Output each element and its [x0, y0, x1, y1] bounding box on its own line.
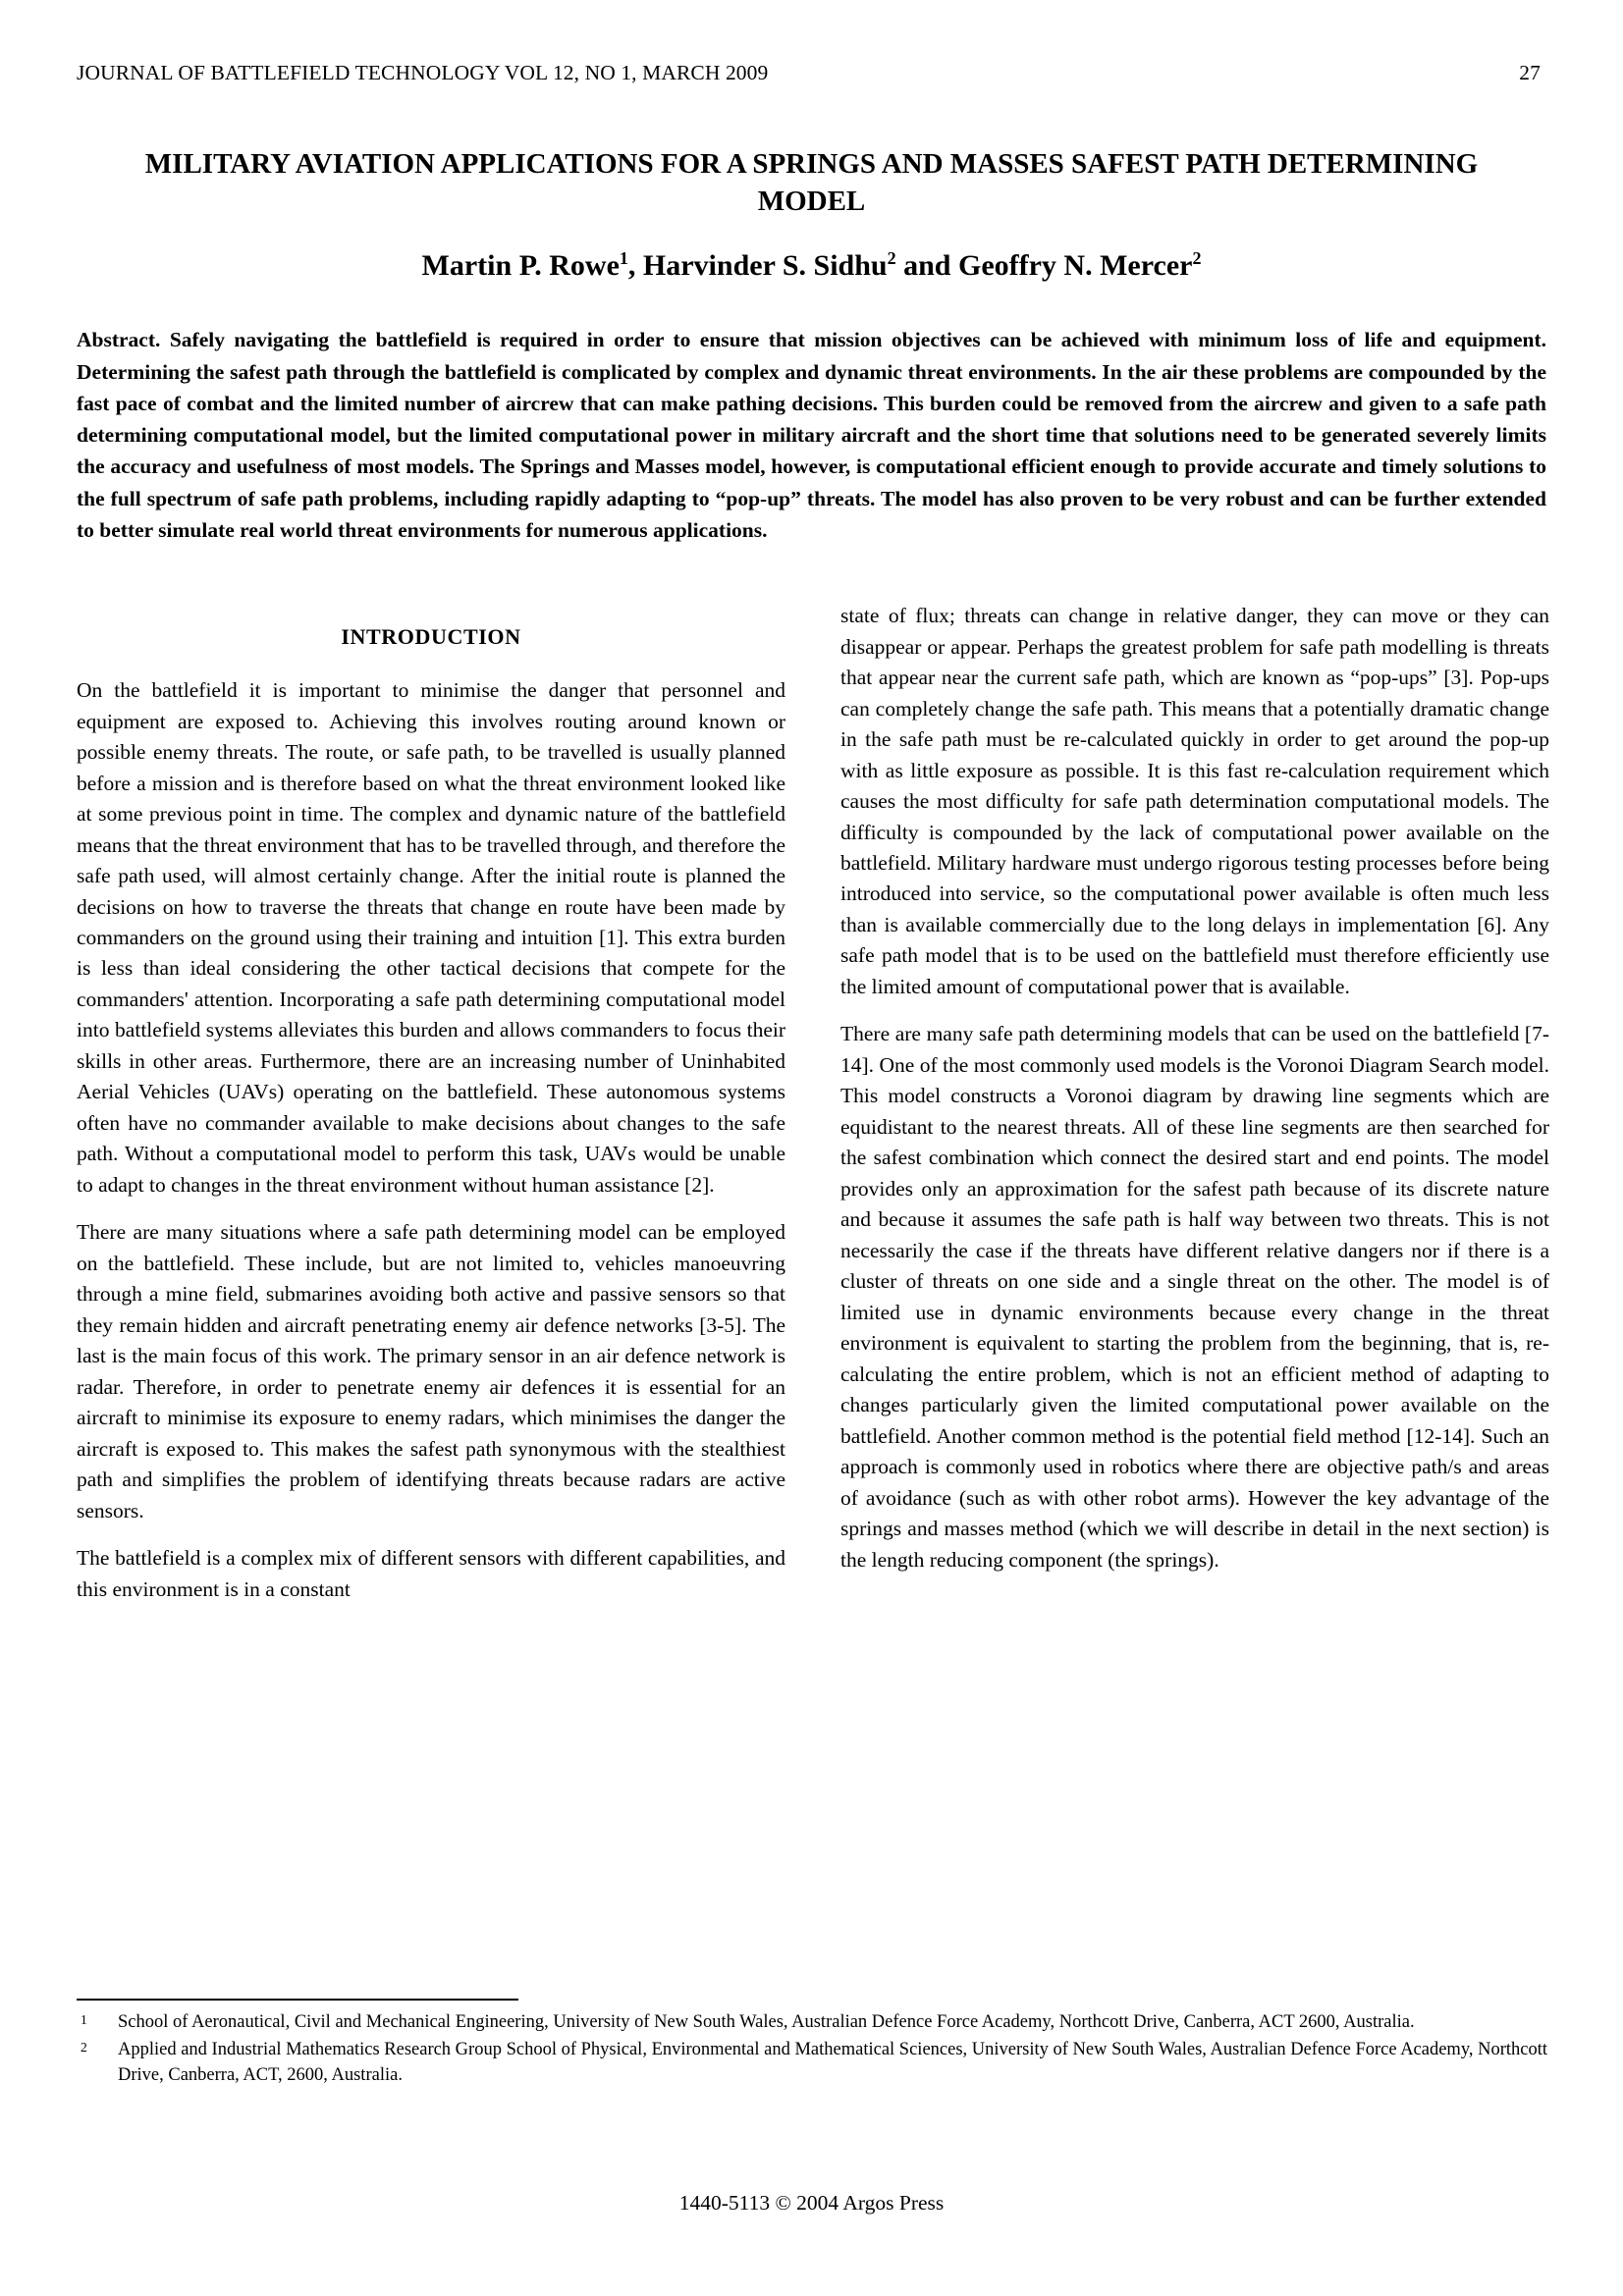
author-affiliation-marker-1: 1: [619, 248, 628, 269]
footnote-item: [77, 2038, 1549, 2089]
abstract-text: Safely navigating the battlefield is required in order to ensure that mission objectives can be achieved with minimum loss of life and equipment. Determining the safest path through the battlefield is complicated by complex and dynamic threat environments. In the air these problems are compounded by the fast pace of combat and the limited number of aircrew that can make pathing decisions. This burden could be removed from the aircrew and given to a safe path determining computational model, but the limited computational power in military aircraft and the short time that solutions need to be generated severely limits the accuracy and usefulness of most models. The Springs and Masses model, however, is computational efficient enough to provide accurate and timely solutions to the full spectrum of safe path problems, including rapidly adapting to “pop-up” threats. The model has also proven to be very robust and can be further extended to better simulate real world threat environments for numerous applications.: [77, 328, 1546, 542]
author-separator-1: ,: [627, 249, 643, 283]
author-affiliation-marker-2: 2: [887, 248, 896, 269]
page-number: 27: [1519, 61, 1541, 84]
footnote-marker: 2: [81, 2039, 87, 2055]
footnote-item: [77, 2010, 1549, 2036]
paragraph: There are many safe path determining models that can be used on the battlefield [7-14]. One of the most commonly used models is the Voronoi Diagram Search model. This model constructs a Voronoi diagram by drawing line segments which are equidistant to the nearest threats. All of these line segments are then searched for the safest combination which connect the desired start and end points. The model provides only an approximation for the safest path because of its discrete nature and because it assumes the safe path is half way between two threats. This is not necessarily the case if the threats have different relative dangers nor if there is a cluster of threats on one side and a single threat on the other. The model is of limited use in dynamic environments because every change in the threat environment is equivalent to starting the problem from the beginning, that is, re-calculating the entire problem, which is not an efficient method of adapting to changes particularly given the limited computational power available on the battlefield. Another common method is the potential field method [12-14]. Such an approach is commonly used in robotics where there are objective path/s and areas of avoidance (such as with other robot arms). However the key advantage of the springs and masses method (which we will describe in detail in the next section) is the length reducing component (the springs).: [840, 1022, 1549, 1572]
footnote-separator-rule: [77, 1999, 518, 2001]
author-name-2: Harvinder S. Sidhu: [642, 249, 888, 283]
page-footer: 1440-5113 © 2004 Argos Press: [678, 2191, 945, 2215]
paragraph: The battlefield is a complex mix of different sensors with different capabilities, and this environment is in a constant: [77, 1546, 785, 1601]
article-title: MILITARY AVIATION APPLICATIONS FOR A SPRINGS AND MASSES SAFEST PATH DETERMINING MODEL: [144, 148, 1479, 217]
footnotes: [77, 1999, 1549, 2091]
author-list: [77, 249, 1546, 283]
author-affiliation-marker-3: 2: [1192, 248, 1202, 269]
body-columns: [77, 601, 1549, 1605]
abstract-label: Abstract.: [77, 328, 161, 352]
author-name-3: Geoffry N. Mercer: [957, 249, 1193, 283]
author-name-1: Martin P. Rowe: [421, 249, 620, 283]
section-heading-introduction: INTRODUCTION: [341, 624, 521, 650]
left-column: [77, 601, 785, 1605]
journal-title-line: JOURNAL OF BATTLEFIELD TECHNOLOGY VOL 12, NO 1, MARCH 2009: [77, 61, 769, 84]
footnote-text: School of Aeronautical, Civil and Mechanical Engineering, University of New South Wales, Australian Defence Force Academy, Northcott Drive, Canberra, ACT 2600, Australia.: [118, 2012, 1415, 2032]
footnote-text: Applied and Industrial Mathematics Research Group School of Physical, Environmental and Mathematical Sciences, University of New South Wales, Australian Defence Force Academy, Northcott Drive, Canberra, ACT, 2600, Australia.: [118, 2039, 1548, 2085]
running-head: [77, 61, 1546, 85]
paragraph: There are many situations where a safe path determining model can be employed on the battlefield. These include, but are not limited to, vehicles manoeuvring through a mine field, submarines avoiding both active and passive sensors so that they remain hidden and aircraft penetrating enemy air defence networks [3-5]. The last is the main focus of this work. The primary sensor in an air defence network is radar. Therefore, in order to penetrate enemy air defences it is essential for an aircraft to minimise its exposure to enemy radars, which minimises the danger the aircraft is exposed to. This makes the safest path synonymous with the stealthiest path and simplifies the problem of identifying threats because radars are active sensors.: [77, 1220, 785, 1522]
paragraph: state of flux; threats can change in relative danger, they can move or they can disappear or appear. Perhaps the greatest problem for safe path modelling is threats that appear near the current safe path, which are known as “pop-ups” [3]. Pop-ups can completely change the safe path. This means that a potentially dramatic change in the safe path must be re-calculated quickly in order to get around the pop-up with as little exposure as possible. It is this fast re-calculation requirement which causes the most difficulty for safe path determination computational models. The difficulty is compounded by the lack of computational power available on the battlefield. Military hardware must undergo rigorous testing processes before being introduced into service, so the computational power available is often much less than is available commercially due to the long delays in implementation [6]. Any safe path model that is to be used on the battlefield must therefore efficiently use the limited amount of computational power that is available.: [840, 604, 1549, 998]
right-column: [840, 601, 1549, 1575]
author-separator-2: and: [895, 249, 958, 283]
paragraph: On the battlefield it is important to minimise the danger that personnel and equipment are exposed to. Achieving this involves routing around known or possible enemy threats. The route, or safe path, to be travelled is usually planned before a mission and is therefore based on what the threat environment looked like at some previous point in time. The complex and dynamic nature of the battlefield means that the threat environment that has to be travelled through, and therefore the safe path used, will almost certainly change. After the initial route is planned the decisions on how to traverse the threats that change en route have been made by commanders on the ground using their training and intuition [1]. This extra burden is less than ideal considering the other tactical decisions that compete for the commanders' attention. Incorporating a safe path determining computational model into battlefield systems alleviates this burden and allows commanders to focus their skills in other areas. Furthermore, there are an increasing number of Uninhabited Aerial Vehicles (UAVs) operating on the battlefield. These autonomous systems often have no commander available to make decisions about changes to the safe path. Without a computational model to perform this task, UAVs would be unable to adapt to changes in the threat environment without human assistance [2].: [77, 678, 785, 1197]
abstract: [77, 324, 1546, 546]
footnote-marker: 1: [81, 2012, 87, 2027]
